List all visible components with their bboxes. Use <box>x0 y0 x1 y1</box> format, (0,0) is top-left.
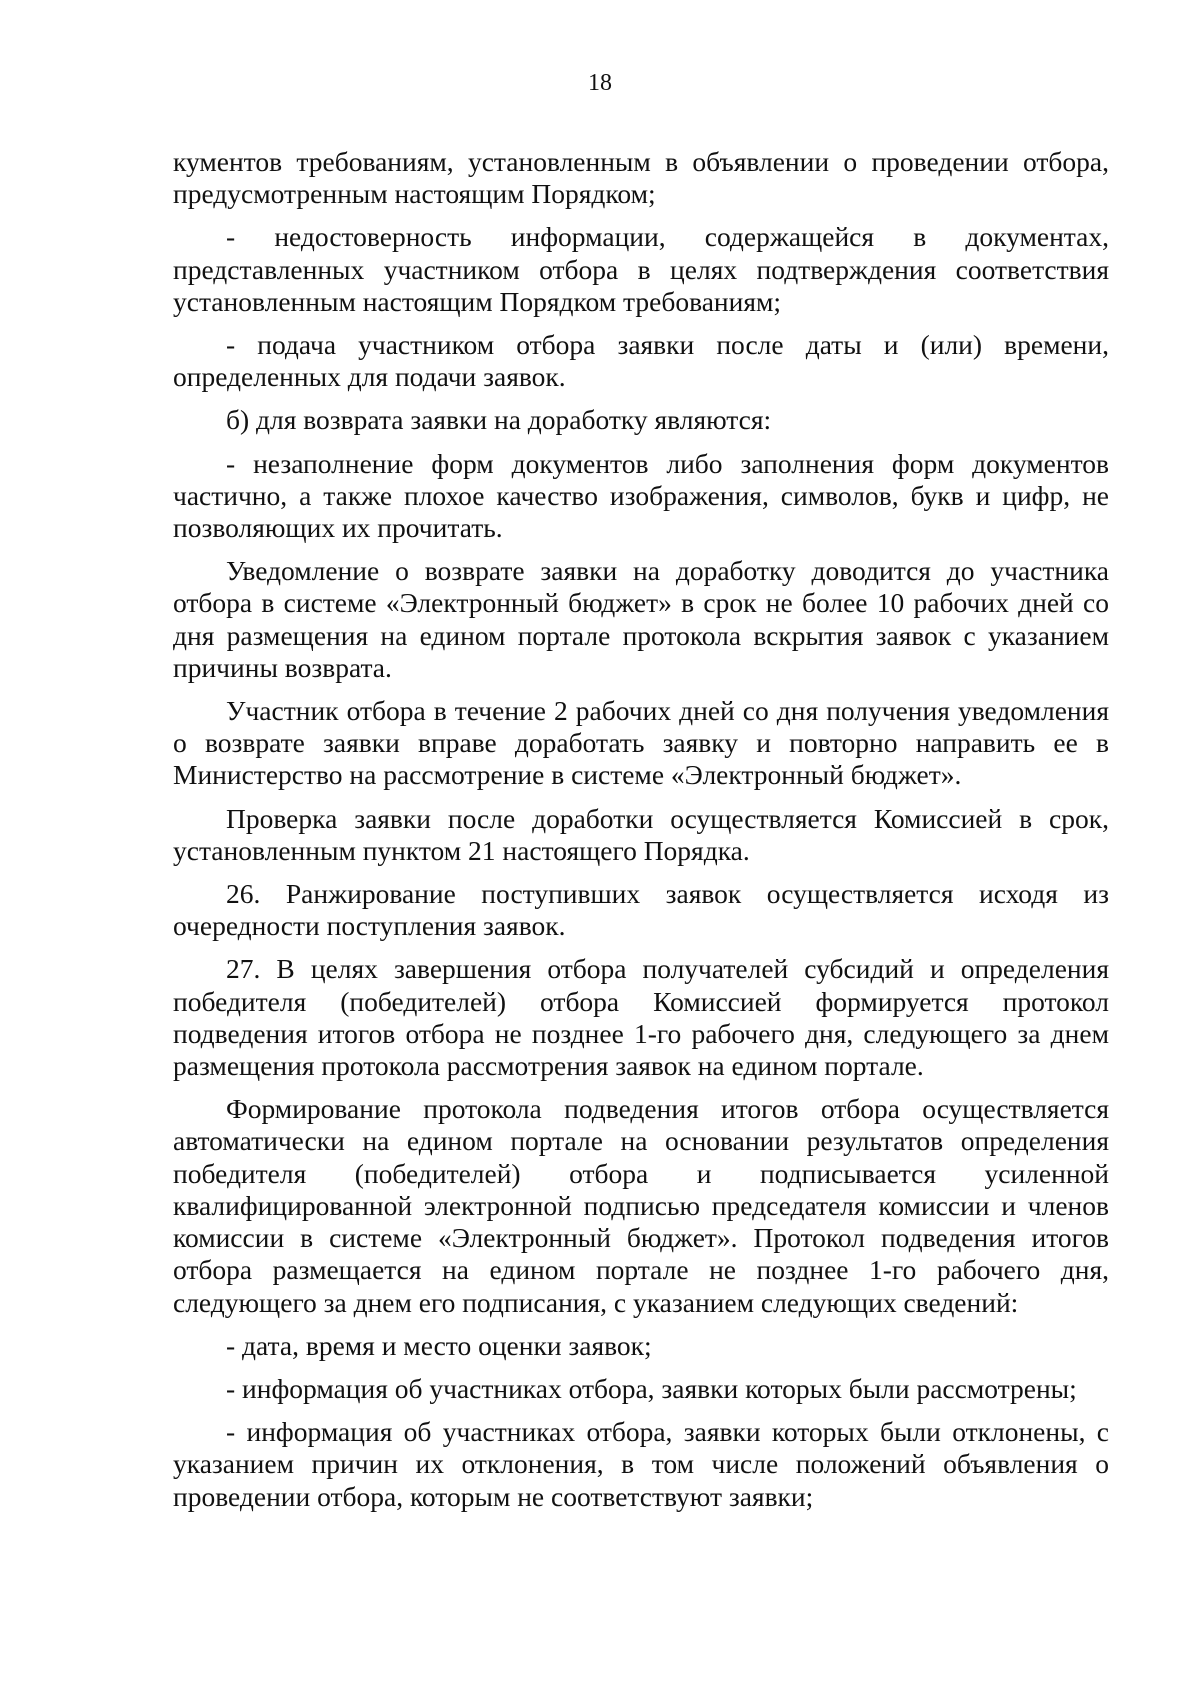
paragraph-protocol-formation: Формирование протокола подведения итогов отбора осуществляется автоматически на едином портале на основании результатов определения победителя (победителей) отбора и подписывается усиленной квалифицированной электронной подписью председателя комиссии и членов комиссии в системе «Электронный бюджет». Протокол подведения итогов отбора размещается на едином портале не позднее 1-го рабочего дня, следующего за днем его подписания, с указанием следующих сведений: <box>173 1093 1109 1318</box>
page-number: 18 <box>588 70 612 96</box>
paragraph-recheck: Проверка заявки после доработки осуществляется Комиссией в срок, установленным пунктом 21 настоящего Порядка. <box>173 802 1109 866</box>
list-item-rejected-participants: - информация об участниках отбора, заявки которых были отклонены, с указанием причин их отклонения, в том числе положений объявления о проведении отбора, которым не соответствуют заявки; <box>173 1416 1109 1512</box>
paragraph-resubmission: Участник отбора в течение 2 рабочих дней со дня получения уведомления о возврате заявки вправе доработать заявку и повторно направить ее в Министерство на рассмотрение в системе «Электронный бюджет». <box>173 695 1109 791</box>
list-item-reviewed-participants: - информация об участниках отбора, заявки которых были рассмотрены; <box>226 1372 1077 1404</box>
paragraph-incomplete-forms: - незаполнение форм документов либо заполнения форм документов частично, а также плохое качество изображения, символов, букв и цифр, не позволяющих их прочитать. <box>173 447 1109 544</box>
paragraph-return-grounds: б) для возврата заявки на доработку являются: <box>226 404 772 436</box>
document-body <box>173 146 1109 1524</box>
paragraph-return-notice: Уведомление о возврате заявки на доработку доводится до участника отбора в системе «Электронный бюджет» в срок не более 10 рабочих дней со дня размещения на едином портале протокола вскрытия заявок с указанием причины возврата. <box>173 555 1109 683</box>
paragraph-unreliable-info: - недостоверность информации, содержащейся в документах, представленных участником отбора в целях подтверждения соответствия установленным настоящим Порядком требованиям; <box>173 221 1109 317</box>
paragraph-item-26: 26. Ранжирование поступивших заявок осуществляется исходя из очередности поступления заявок. <box>173 878 1109 942</box>
paragraph-item-27: 27. В целях завершения отбора получателей субсидий и определения победителя (победителей) отбора Комиссией формируется протокол подведения итогов отбора не позднее 1-го рабочего дня, следующего за днем размещения протокола рассмотрения заявок на едином портале. <box>173 953 1109 1082</box>
paragraph-continuation: кументов требованиям, установленным в объявлении о проведении отбора, предусмотренным настоящим Порядком; <box>173 146 1109 210</box>
paragraph-late-submission: - подача участником отбора заявки после даты и (или) времени, определенных для подачи заявок. <box>173 329 1109 393</box>
list-item-date-time-place: - дата, время и место оценки заявок; <box>226 1329 652 1361</box>
